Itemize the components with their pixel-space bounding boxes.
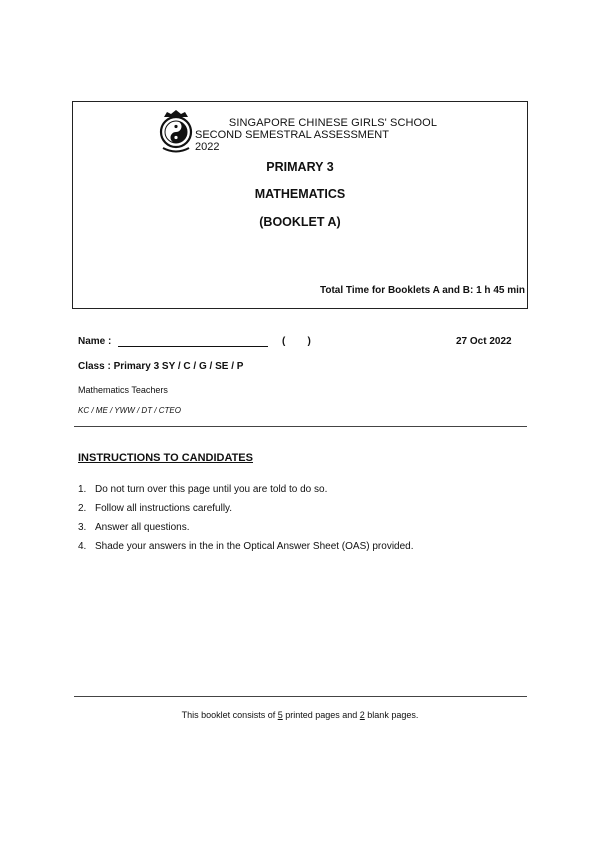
- instruction-number: 2.: [78, 503, 87, 514]
- school-name: SINGAPORE CHINESE GIRLS' SCHOOL: [228, 117, 438, 129]
- instructions-heading: INSTRUCTIONS TO CANDIDATES: [78, 452, 253, 464]
- class-field: Class : Primary 3 SY / C / G / SE / P: [78, 361, 244, 372]
- name-blank-line: [118, 337, 268, 347]
- teacher-initials: KC / ME / YWW / DT / CTEO: [78, 406, 181, 415]
- instruction-text: Shade your answers in the in the Optical Answer Sheet (OAS) provided.: [95, 541, 414, 552]
- page-count-suffix: blank pages.: [364, 710, 419, 720]
- page-count-middle: printed pages and: [282, 710, 360, 720]
- divider-line: [74, 426, 527, 427]
- printed-page-count: 5: [277, 710, 283, 720]
- instructions-list: [78, 484, 414, 560]
- instruction-item: [78, 503, 414, 522]
- instruction-item: [78, 484, 414, 503]
- register-number-brackets: ( ): [282, 336, 311, 347]
- blank-page-count: 2: [359, 710, 365, 720]
- instruction-number: 4.: [78, 541, 87, 552]
- assessment-title: SECOND SEMESTRAL ASSESSMENT 2022: [195, 129, 389, 153]
- page-count-note: [0, 710, 600, 720]
- instruction-item: [78, 541, 414, 560]
- footer-divider-line: [74, 696, 527, 697]
- instruction-text: Answer all questions.: [95, 522, 190, 533]
- school-crest-icon: [157, 108, 195, 154]
- name-field: [78, 336, 268, 347]
- exam-date: 27 Oct 2022: [456, 336, 512, 347]
- subject-title: MATHEMATICS: [254, 187, 346, 201]
- level-title: PRIMARY 3: [266, 160, 334, 174]
- instruction-number: 3.: [78, 522, 87, 533]
- instruction-text: Do not turn over this page until you are told to do so.: [95, 484, 328, 495]
- name-label: Name :: [78, 336, 112, 347]
- setter-label: Mathematics Teachers: [78, 385, 168, 395]
- instruction-text: Follow all instructions carefully.: [95, 503, 233, 514]
- instruction-item: [78, 522, 414, 541]
- instruction-number: 1.: [78, 484, 87, 495]
- booklet-title: (BOOKLET A): [259, 215, 341, 229]
- total-time: Total Time for Booklets A and B: 1 h 45 min: [319, 285, 525, 296]
- page-count-prefix: This booklet consists of: [181, 710, 278, 720]
- cover-header-box: [72, 101, 528, 309]
